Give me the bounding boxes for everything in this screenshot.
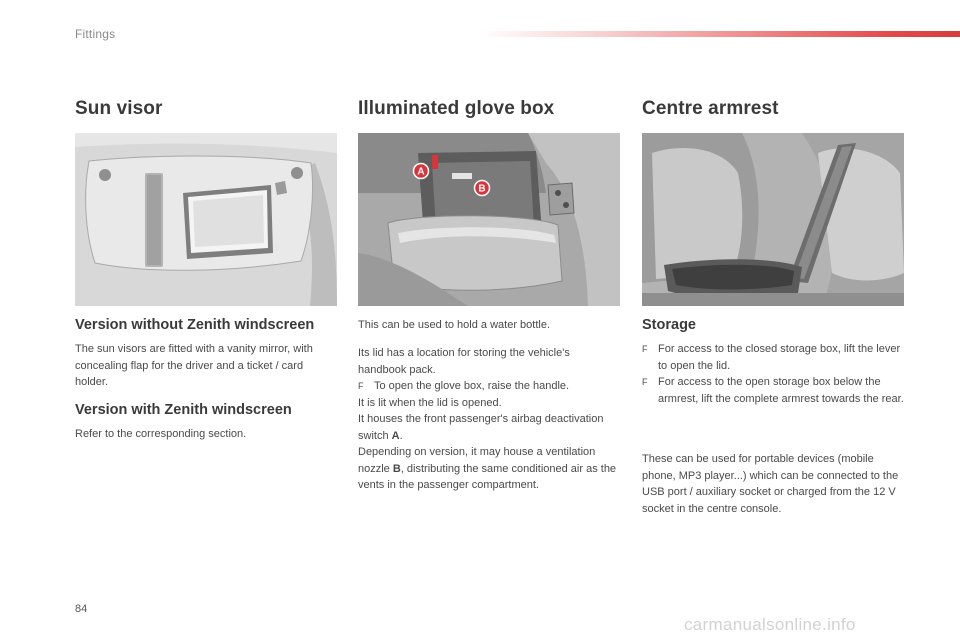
bullet-mark: F	[642, 377, 648, 387]
callout-b-label: B	[478, 183, 486, 195]
sun-visor-illustration	[75, 133, 337, 306]
armrest-section	[642, 96, 904, 515]
sun-visor-section	[75, 96, 337, 440]
armrest-photo	[642, 133, 904, 306]
armrest-illustration	[642, 133, 904, 306]
bullet-mark: F	[642, 344, 648, 354]
storage-open-bullet	[642, 374, 904, 407]
glove-box-photo	[358, 133, 620, 306]
callout-a	[414, 164, 429, 179]
airbag-text-suffix: .	[399, 429, 403, 442]
storage-closed-bullet	[642, 341, 904, 374]
glove-box-airbag-text	[358, 411, 620, 444]
glove-box-body	[358, 345, 620, 494]
version-with-zenith-text: Refer to the corresponding section.	[75, 428, 247, 440]
version-without-zenith-text: The sun visors are fitted with a vanity mirror, with concealing flap for the driver and a ticket / card holder.	[75, 343, 313, 388]
storage-heading: Storage	[642, 317, 696, 333]
storage-closed-text: For access to the closed storage box, lift the lever to open the lid.	[658, 343, 901, 372]
nozzle-text-prefix: Depending on version, it may house a ventilation nozzle	[358, 446, 596, 475]
glove-box-open-text: To open the glove box, raise the handle.	[374, 380, 570, 392]
watermark: carmanualsonline.info	[684, 615, 856, 634]
nozzle-text-suffix: , distributing the same conditioned air as the vents in the passenger compartment.	[358, 462, 617, 491]
glove-box-handbook-text: Its lid has a location for storing the vehicle's handbook pack.	[358, 347, 570, 376]
storage-open-text: For access to the open storage box below the armrest, lift the complete armrest towards the rear.	[658, 376, 904, 405]
glove-box-nozzle-text	[358, 444, 620, 494]
glove-box-open-bullet	[358, 378, 620, 395]
header-accent-bar	[478, 31, 960, 37]
storage-bullets	[642, 341, 904, 407]
glove-box-section	[358, 96, 620, 491]
glove-box-illustration	[358, 133, 620, 306]
airbag-switch-ref: A	[391, 429, 400, 442]
airbag-text-prefix: It houses the front passenger's airbag deactivation switch	[358, 413, 604, 442]
bullet-mark: F	[358, 381, 364, 391]
storage-note: These can be used for portable devices (mobile phone, MP3 player...) which can be connected to the USB port / auxiliary socket or charged from the 12 V socket in the centre console.	[642, 453, 899, 515]
callout-a-label: A	[417, 166, 425, 178]
sun-visor-photo	[75, 133, 337, 306]
section-label: Fittings	[75, 27, 116, 41]
armrest-title: Centre armrest	[642, 98, 779, 119]
glove-box-lit-text: It is lit when the lid is opened.	[358, 396, 502, 409]
glove-box-intro: This can be used to hold a water bottle.	[358, 319, 551, 331]
nozzle-ref: B	[392, 462, 401, 475]
page-number: 84	[75, 603, 88, 615]
version-with-zenith-heading: Version with Zenith windscreen	[75, 402, 292, 418]
callout-b	[475, 181, 490, 196]
version-without-zenith-heading: Version without Zenith windscreen	[75, 317, 315, 333]
glove-box-title: Illuminated glove box	[358, 98, 555, 119]
sun-visor-title: Sun visor	[75, 98, 163, 119]
